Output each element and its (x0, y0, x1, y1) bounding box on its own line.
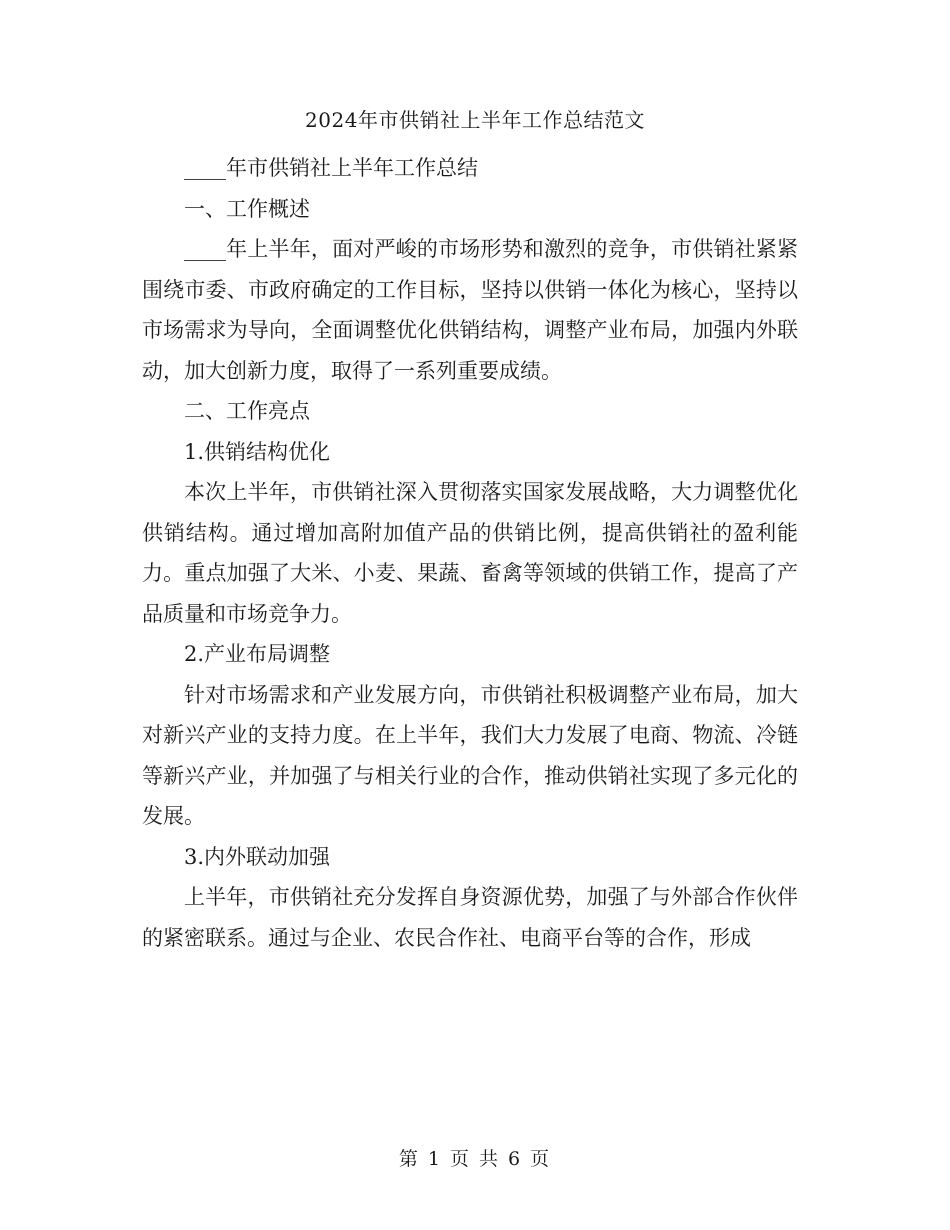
subheading-structure: 1.供销结构优化 (184, 439, 331, 464)
subheading-linkage: 3.内外联动加强 (184, 844, 331, 869)
section-heading-highlights: 二、工作亮点 (184, 399, 310, 423)
structure-paragraph: 本次上半年，市供销社深入贯彻落实国家发展战略，大力调整优化供销结构。通过增加高附加值产品的供销比例，提高供销社的盈利能力。重点加强了大米、小麦、果蔬、畜禽等领域的供销工作，提高了产品质量和市场竞争力。 (142, 480, 798, 626)
section-heading-overview: 一、工作概述 (184, 196, 310, 221)
document-title: 2024年市供销社上半年工作总结范文 (305, 108, 645, 132)
layout-paragraph: 针对市场需求和产业发展方向，市供销社积极调整产业布局，加大对新兴产业的支持力度。在上半年，我们大力发展了电商、物流、冷链等新兴产业，并加强了与相关行业的合作，推动供销社实现了多元化的发展。 (142, 682, 798, 828)
overview-paragraph: ____年上半年，面对严峻的市场形势和激烈的竞争，市供销社紧紧围绕市委、市政府确定的工作目标，坚持以供销一体化为核心，坚持以市场需求为导向，全面调整优化供销结构，调整产业布局，加强内外联动，加大创新力度，取得了一系列重要成绩。 (142, 237, 798, 383)
document-body (142, 148, 798, 958)
subtitle-paragraph: ____年市供销社上半年工作总结 (184, 156, 478, 180)
page-footer: 第 1 页 共 6 页 (398, 1148, 552, 1170)
linkage-paragraph: 上半年，市供销社充分发挥自身资源优势，加强了与外部合作伙伴的紧密联系。通过与企业、农民合作社、电商平台等的合作，形成 (142, 885, 798, 950)
subheading-layout: 2.产业布局调整 (184, 642, 331, 666)
